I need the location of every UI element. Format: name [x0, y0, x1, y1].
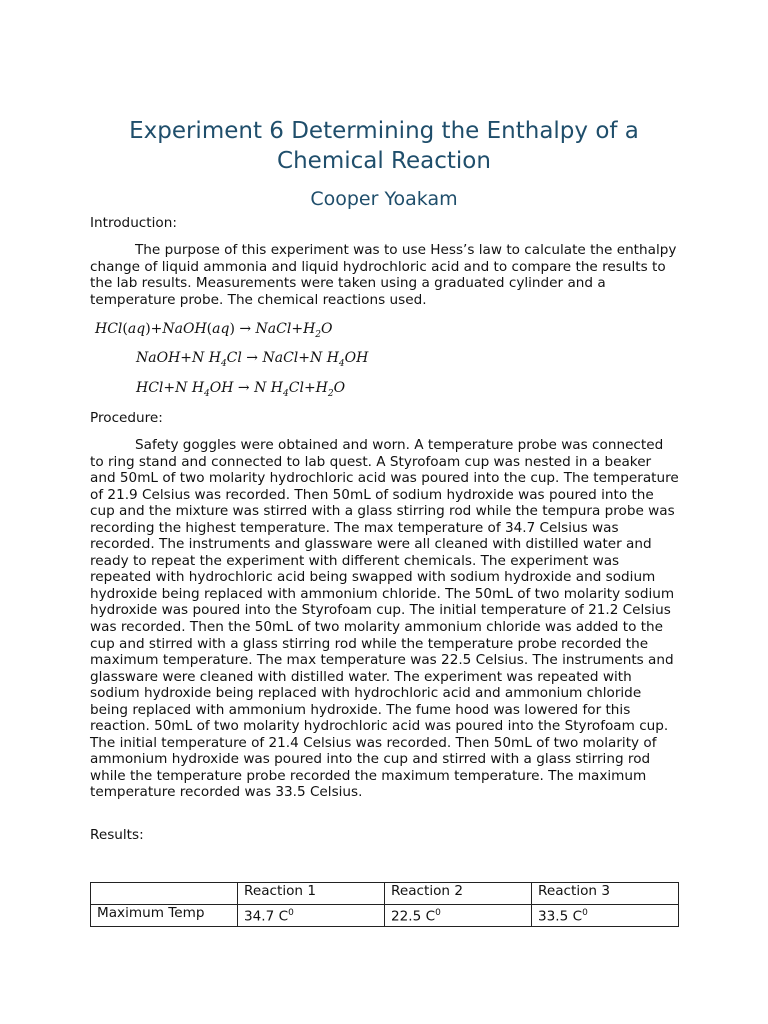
table-row-label: Maximum Temp — [91, 905, 238, 927]
table-header-row — [91, 883, 679, 905]
author-name: Cooper Yoakam — [310, 188, 458, 210]
procedure-heading: Procedure: — [90, 410, 163, 426]
table-header-cell: Reaction 2 — [385, 883, 532, 905]
document-title: Experiment 6 Determining the Enthalpy of a Chemical Reaction — [129, 118, 639, 174]
table-header-cell: Reaction 3 — [532, 883, 679, 905]
procedure-text: Safety goggles were obtained and worn. A temperature probe was connected to ring stand and connected to lab quest. A Styrofoam cup was nested in a beaker and 50mL of two molarity hydrochloric acid was poured into the cup. The temperature of 21.9 Celsius was recorded. Then 50mL of sodium hydroxide was poured into the cup and the mixture was stirred with a glass stirring rod while the tempura probe was recording the highest temperature. The max temperature of 34.7 Celsius was recorded. The instruments and glassware were all cleaned with distilled water and ready to repeat the experiment with different chemicals. The experiment was repeated with hydrochloric acid being swapped with sodium hydroxide and sodium hydroxide being replaced with ammonium chloride. The 50mL of two molarity sodium hydroxide was poured into the Styrofoam cup. The initial temperature of 21.2 Celsius was recorded. Then the 50mL of two molarity ammonium chloride was added to the cup and stirred with a glass stirring rod while the temperature probe recorded the maximum temperature. The max temperature was 22.5 Celsius. The instruments and glassware were cleaned with distilled water. The experiment was repeated with sodium hydroxide being replaced with hydrochloric acid and ammonium chloride being replaced with ammonium hydroxide. The fume hood was lowered for this reaction. 50mL of two molarity hydrochloric acid was poured into the Styrofoam cup. The initial temperature of 21.4 Celsius was recorded. Then 50mL of two molarity of ammonium hydroxide was poured into the cup and stirred with a glass stirring rod while the temperature probe recorded the maximum temperature. The maximum temperature recorded was 33.5 Celsius. — [90, 437, 679, 801]
results-heading: Results: — [90, 827, 144, 843]
introduction-heading: Introduction: — [90, 215, 177, 231]
table-cell: 33.5 $C^0$ — [532, 905, 679, 927]
results-table — [90, 882, 679, 927]
introduction-text: The purpose of this experiment was to use Hess’s law to calculate the enthalpy change of liquid ammonia and liquid hydrochloric acid and to compare the results to the lab results. Measurements were taken using a graduated cylinder and a temperature probe. The chemical reactions used. — [90, 242, 677, 308]
equation-1: HCl(aq)+NaOH(aq) → $NaCl+H_2O$ — [95, 321, 333, 340]
table-header-cell — [91, 883, 238, 905]
equation-3: HCl+N $H_4OH \to N$ $H_4Cl+H_2O$ — [136, 380, 346, 399]
equation-2: NaOH+N $H_4Cl$ → NaCl+N $H_4OH$ — [136, 350, 369, 369]
table-cell: 22.5 $C^0$ — [385, 905, 532, 927]
table-cell: 34.7 $C^0$ — [238, 905, 385, 927]
table-row — [91, 905, 679, 927]
table-header-cell: Reaction 1 — [238, 883, 385, 905]
